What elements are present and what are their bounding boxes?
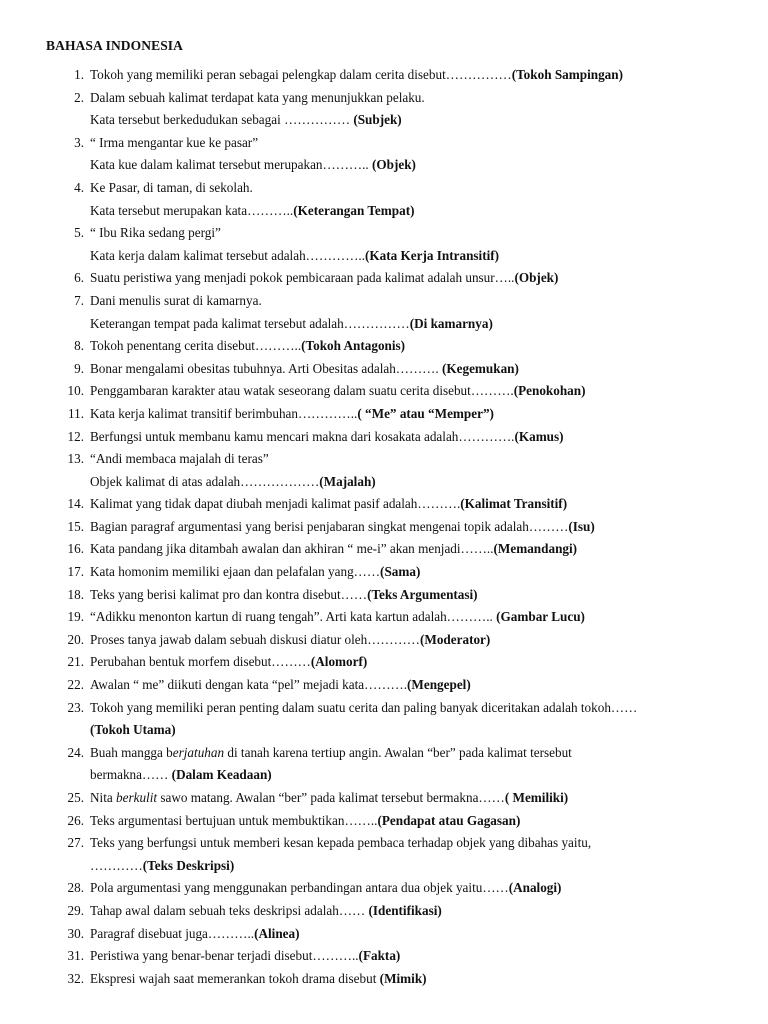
list-item <box>0 877 768 900</box>
item-number: 16. <box>67 541 84 557</box>
list-item <box>0 267 768 290</box>
list-item <box>0 697 768 742</box>
list-item <box>0 810 768 833</box>
question-text: Tokoh penentang cerita disebut……….. <box>90 338 302 354</box>
item-line <box>90 493 748 516</box>
item-number: 27. <box>67 835 84 851</box>
answer-text: (Analogi) <box>508 880 562 896</box>
item-line <box>90 448 748 471</box>
item-line <box>90 313 748 336</box>
answer-text: ( Memiliki) <box>504 790 569 805</box>
list-item <box>0 493 768 516</box>
list-item <box>0 674 768 697</box>
question-text: Tokoh yang memiliki peran penting dalam suatu cerita dan paling banyak diceritakan adalah tokoh…… <box>90 699 638 715</box>
answer-text: (Gambar Lucu) <box>496 609 585 625</box>
answer-text: (Tokoh Sampingan) <box>511 67 623 82</box>
item-line <box>90 358 748 381</box>
item-number: 30. <box>67 925 84 941</box>
question-text: “ Irma mengantar kue ke pasar” <box>90 134 259 150</box>
question-text: Kata kerja kalimat transitif berimbuhan………….. <box>90 405 358 421</box>
item-line <box>90 697 748 720</box>
item-line <box>90 426 748 449</box>
list-item <box>0 606 768 629</box>
question-text: Kata homonim memiliki ejaan dan pelafalan yang…… <box>90 564 381 580</box>
answer-text: (Identifikasi) <box>368 902 442 918</box>
item-number: 1. <box>74 67 84 82</box>
question-text-continued: sawo matang. Awalan “ber” pada kalimat tersebut bermakna…… <box>157 790 505 805</box>
list-item <box>0 538 768 561</box>
item-number: 23. <box>67 699 84 715</box>
item-line <box>90 923 748 946</box>
list-item <box>0 64 768 87</box>
list-item <box>0 403 768 426</box>
question-text: Dani menulis surat di kamarnya. <box>90 292 262 308</box>
question-text: Kata tersebut merupakan kata……….. <box>90 202 294 218</box>
answer-text: (Teks Deskripsi) <box>142 857 235 873</box>
question-text: Teks argumentasi bertujuan untuk membuktikan…….. <box>90 812 378 828</box>
answer-text: (Objek) <box>371 157 416 173</box>
item-number: 32. <box>67 970 84 986</box>
list-item <box>0 968 768 991</box>
answer-text: (Dalam Keadaan) <box>171 767 272 783</box>
question-text: Tahap awal dalam sebuah teks deskripsi adalah…… <box>90 902 369 918</box>
list-item <box>0 177 768 222</box>
item-number: 19. <box>67 609 84 625</box>
list-item <box>0 132 768 177</box>
list-item <box>0 787 768 810</box>
item-number: 20. <box>67 631 84 647</box>
answer-text: (Teks Argumentasi) <box>367 586 478 602</box>
question-text: “Andi membaca majalah di teras” <box>90 451 269 467</box>
item-line <box>90 109 748 132</box>
list-item <box>0 335 768 358</box>
answer-text: (Objek) <box>514 270 559 286</box>
item-line <box>90 810 748 833</box>
item-number: 29. <box>67 902 84 918</box>
question-text: Paragraf disebuat juga……….. <box>90 925 255 941</box>
list-item <box>0 923 768 946</box>
item-number: 26. <box>67 812 84 828</box>
question-text: ………… <box>90 857 143 873</box>
question-text: “ Ibu Rika sedang pergi” <box>90 225 221 241</box>
answer-text: (Subjek) <box>353 112 402 128</box>
list-item <box>0 426 768 449</box>
question-list <box>0 64 768 990</box>
list-item <box>0 358 768 381</box>
item-line <box>90 719 748 742</box>
item-number: 6. <box>74 270 84 286</box>
item-number: 3. <box>74 134 84 150</box>
item-line <box>90 177 748 200</box>
item-line <box>90 742 748 765</box>
answer-text: (Kata Kerja Intransitif) <box>365 247 500 263</box>
list-item <box>0 742 768 787</box>
item-line <box>90 651 748 674</box>
question-text: Berfungsi untuk membanu kamu mencari makna dari kosakata adalah…………. <box>90 428 515 444</box>
item-line <box>90 380 748 403</box>
list-item <box>0 448 768 493</box>
item-line <box>90 674 748 697</box>
item-number: 13. <box>67 451 84 467</box>
list-item <box>0 945 768 968</box>
item-number: 25. <box>67 790 84 805</box>
item-line <box>90 787 748 810</box>
answer-text: (Kegemukan) <box>441 360 519 376</box>
item-line <box>90 222 748 245</box>
item-line <box>90 516 748 539</box>
item-number: 11. <box>68 405 84 421</box>
answer-text: (Mengepel) <box>407 677 471 693</box>
answer-text: (Fakta) <box>358 948 401 964</box>
italic-word: berkulit <box>116 790 158 805</box>
item-line <box>90 335 748 358</box>
question-text: Keterangan tempat pada kalimat tersebut adalah…………… <box>90 315 410 331</box>
item-number: 7. <box>74 292 84 308</box>
question-text: Bagian paragraf argumentasi yang berisi penjabaran singkat mengenai topik adalah……… <box>90 518 569 534</box>
item-line <box>90 629 748 652</box>
question-text: Kata kue dalam kalimat tersebut merupakan……….. <box>90 157 372 173</box>
list-item <box>0 561 768 584</box>
question-text: Suatu peristiwa yang menjadi pokok pembicaraan pada kalimat adalah unsur….. <box>90 270 515 286</box>
answer-text: (Tokoh Antagonis) <box>301 338 406 354</box>
item-line <box>90 584 748 607</box>
item-number: 14. <box>67 496 84 512</box>
item-number: 8. <box>74 338 84 354</box>
item-number: 12. <box>67 428 84 444</box>
question-text: Tokoh yang memiliki peran sebagai pelengkap dalam cerita disebut…………… <box>90 67 512 82</box>
question-text: Peristiwa yang benar-benar terjadi disebut……….. <box>90 948 359 964</box>
answer-text: (Penokohan) <box>513 383 586 399</box>
list-item <box>0 629 768 652</box>
item-number: 5. <box>74 225 84 241</box>
question-text: Proses tanya jawab dalam sebuah diskusi diatur oleh………… <box>90 631 420 647</box>
answer-text: ( “Me” atau “Memper”) <box>357 405 494 421</box>
question-text: Dalam sebuah kalimat terdapat kata yang menunjukkan pelaku. <box>90 89 425 105</box>
question-text: Kata tersebut berkedudukan sebagai …………… <box>90 112 354 128</box>
item-line <box>90 832 748 855</box>
question-text: Bonar mengalami obesitas tubuhnya. Arti Obesitas adalah………. <box>90 360 442 376</box>
item-number: 4. <box>74 179 84 195</box>
item-number: 10. <box>67 383 84 399</box>
question-text: Kata kerja dalam kalimat tersebut adalah………….. <box>90 247 366 263</box>
question-text: Objek kalimat di atas adalah……………… <box>90 473 320 489</box>
item-line <box>90 764 748 787</box>
document-title: BAHASA INDONESIA <box>46 38 184 53</box>
item-number: 15. <box>67 518 84 534</box>
question-text: Pola argumentasi yang menggunakan perbandingan antara dua objek yaitu…… <box>90 880 509 896</box>
list-item <box>0 380 768 403</box>
answer-text: (Memandangi) <box>493 541 578 557</box>
answer-text: (Di kamarnya) <box>409 315 493 331</box>
question-text: Buah mangga b <box>90 744 173 760</box>
item-line <box>90 606 748 629</box>
question-text-continued: di tanah karena tertiup angin. Awalan “ber” pada kalimat tersebut <box>224 744 572 760</box>
list-item <box>0 87 768 132</box>
question-text: Awalan “ me” diikuti dengan kata “pel” mejadi kata………. <box>90 677 408 693</box>
item-line <box>90 855 748 878</box>
list-item <box>0 290 768 335</box>
question-text: Ke Pasar, di taman, di sekolah. <box>90 179 253 195</box>
answer-text: (Kamus) <box>514 428 564 444</box>
answer-text: (Alinea) <box>254 925 300 941</box>
item-line <box>90 87 748 110</box>
item-number: 31. <box>67 948 84 964</box>
item-line <box>90 900 748 923</box>
item-number: 9. <box>74 360 84 376</box>
list-item <box>0 900 768 923</box>
item-line <box>90 561 748 584</box>
item-line <box>90 403 748 426</box>
list-item <box>0 222 768 267</box>
answer-text: (Majalah) <box>319 473 376 489</box>
item-line <box>90 945 748 968</box>
item-line <box>90 154 748 177</box>
question-text: Teks yang berisi kalimat pro dan kontra disebut…… <box>90 586 368 602</box>
answer-text: (Sama) <box>380 564 421 580</box>
question-text: bermakna…… <box>90 767 172 783</box>
item-number: 18. <box>67 586 84 602</box>
answer-text: (Moderator) <box>420 631 491 647</box>
item-line <box>90 132 748 155</box>
answer-text: (Tokoh Utama) <box>90 722 176 738</box>
item-line <box>90 245 748 268</box>
answer-text: (Pendapat atau Gagasan) <box>377 812 521 828</box>
answer-text: (Mimik) <box>379 970 427 986</box>
question-text: “Adikku menonton kartun di ruang tengah”. Arti kata kartun adalah……….. <box>90 609 497 625</box>
question-text: Teks yang berfungsi untuk memberi kesan kepada pembaca terhadap objek yang dibahas yaitu, <box>90 835 592 851</box>
item-number: 2. <box>74 89 84 105</box>
item-number: 17. <box>67 564 84 580</box>
item-line <box>90 267 748 290</box>
item-number: 21. <box>67 654 84 670</box>
list-item <box>0 651 768 674</box>
item-number: 28. <box>67 880 84 896</box>
item-number: 22. <box>67 677 84 693</box>
question-text: Kata pandang jika ditambah awalan dan akhiran “ me-i” akan menjadi…….. <box>90 541 494 557</box>
item-number: 24. <box>67 744 84 760</box>
question-text: Perubahan bentuk morfem disebut……… <box>90 654 311 670</box>
item-line <box>90 877 748 900</box>
question-text: Ekspresi wajah saat memerankan tokoh drama disebut <box>90 970 380 986</box>
item-line <box>90 538 748 561</box>
item-line <box>90 200 748 223</box>
question-text: Nita <box>90 790 117 805</box>
item-line <box>90 471 748 494</box>
list-item <box>0 516 768 539</box>
item-line <box>90 968 748 991</box>
answer-text: (Alomorf) <box>310 654 368 670</box>
list-item <box>0 584 768 607</box>
answer-text: (Isu) <box>568 518 595 534</box>
question-text: Penggambaran karakter atau watak seseorang dalam suatu cerita disebut………. <box>90 383 514 399</box>
answer-text: (Kalimat Transitif) <box>460 496 568 512</box>
item-line <box>90 64 748 87</box>
item-line <box>90 290 748 313</box>
question-text: Kalimat yang tidak dapat diubah menjadi kalimat pasif adalah………. <box>90 496 461 512</box>
list-item <box>0 832 768 877</box>
italic-word: erjatuhan <box>172 744 225 760</box>
answer-text: (Keterangan Tempat) <box>293 202 415 218</box>
